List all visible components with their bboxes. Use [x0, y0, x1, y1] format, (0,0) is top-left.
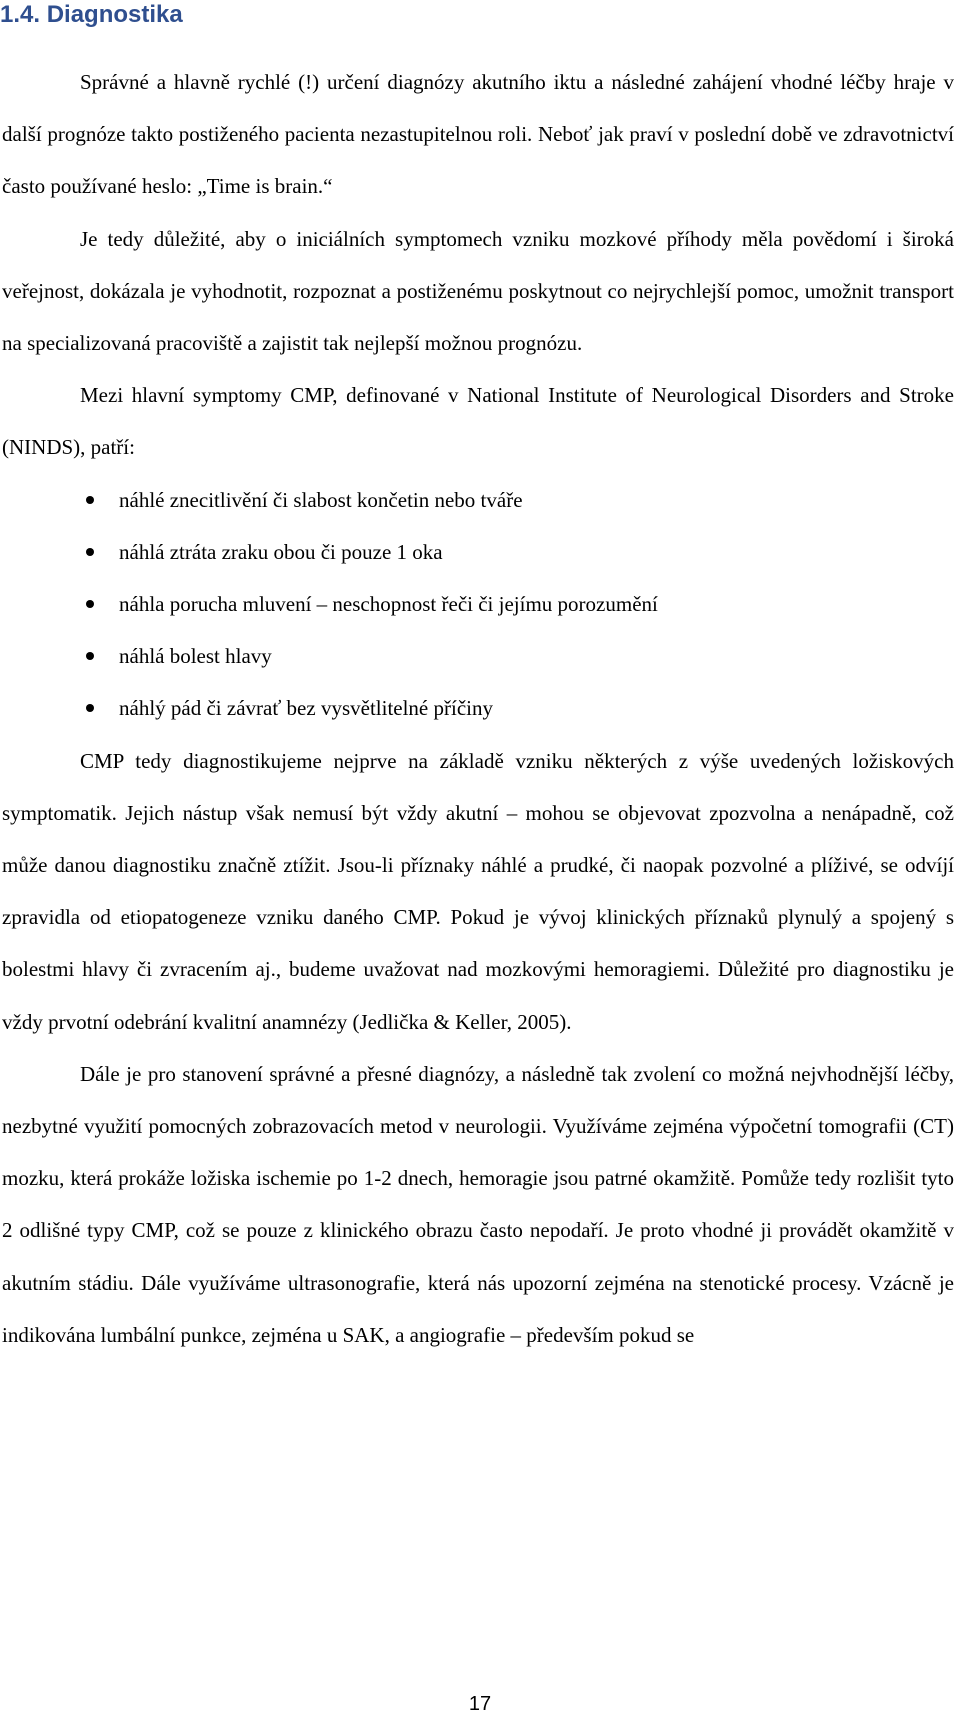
bullet-icon	[86, 704, 94, 712]
list-item	[2, 526, 954, 578]
paragraph-diagnosis: CMP tedy diagnostikujeme nejprve na základě vzniku některých z výše uvedených ložiskových symptomatik. Jejich nástup však nemusí být vždy akutní – mohou se objevovat zpozvolna a nenápadně, což může danou diagnostiku značně ztížit. Jsou-li příznaky náhlé a prudké, či naopak pozvolné a plíživé, se odvíjí zpravidla od etiopatogeneze vzniku daného CMP. Pokud je vývoj klinických příznaků plynulý a spojený s bolestmi hlavy či zvracením aj., budeme uvažovat nad mozkovými hemoragiemi. Důležité pro diagnostiku je vždy prvotní odebrání kvalitní anamnézy (Jedlička & Keller, 2005).	[2, 748, 954, 1034]
section-heading: 1.4. Diagnostika	[0, 1, 183, 28]
bullet-icon	[86, 548, 94, 556]
bullet-icon	[86, 600, 94, 608]
list-item	[2, 630, 954, 682]
paragraph-symptoms-intro: Mezi hlavní symptomy CMP, definované v National Institute of Neurological Disorders and Stroke (NINDS), patří:	[2, 383, 954, 460]
bullet-icon	[86, 496, 94, 504]
symptom-list	[2, 474, 954, 735]
paragraph-awareness: Je tedy důležité, aby o iniciálních symptomech vzniku mozkové příhody měla povědomí i široká veřejnost, dokázala je vyhodnotit, rozpoznat a postiženému poskytnout co nejrychlejší pomoc, umožnit transport na specializovaná pracoviště a zajistit tak nejlepší možnou prognózu.	[2, 226, 954, 356]
list-item-text: náhlé znecitlivění či slabost končetin nebo tváře	[119, 487, 523, 512]
list-item-text: náhlá bolest hlavy	[119, 644, 272, 669]
page-number: 17	[468, 1693, 492, 1715]
list-item	[2, 578, 954, 630]
body-text	[2, 56, 954, 1361]
list-item-text: náhlá ztráta zraku obou či pouze 1 oka	[119, 539, 443, 564]
list-item-text: náhlý pád či závrať bez vysvětlitelné příčiny	[119, 696, 493, 721]
bullet-icon	[86, 652, 94, 660]
paragraph-intro: Správné a hlavně rychlé (!) určení diagnózy akutního iktu a následné zahájení vhodné léčby hraje v další prognóze takto postiženého pacienta nezastupitelnou roli. Neboť jak praví v poslední době ve zdravotnictví často používané heslo: „Time is brain.“	[2, 70, 954, 199]
list-item	[2, 474, 954, 526]
list-item	[2, 682, 954, 734]
paragraph-imaging: Dále je pro stanovení správné a přesné diagnózy, a následně tak zvolení co možná nejvhodnější léčby, nezbytné využití pomocných zobrazovacích metod v neurologii. Využíváme zejména výpočetní tomografii (CT) mozku, která prokáže ložiska ischemie po 1-2 dnech, hemoragie jsou patrné okamžitě. Pomůže tedy rozlišit tyto 2 odlišné typy CMP, což se pouze z klinického obrazu často nepodaří. Je proto vhodné ji provádět okamžitě v akutním stádiu. Dále využíváme ultrasonografie, která nás upozorní zejména na stenotické procesy. Vzácně je indikována lumbální punkce, zejména u SAK, a angiografie – především pokud se	[2, 1061, 954, 1347]
list-item-text: náhla porucha mluvení – neschopnost řeči či jejímu porozumění	[119, 592, 658, 617]
